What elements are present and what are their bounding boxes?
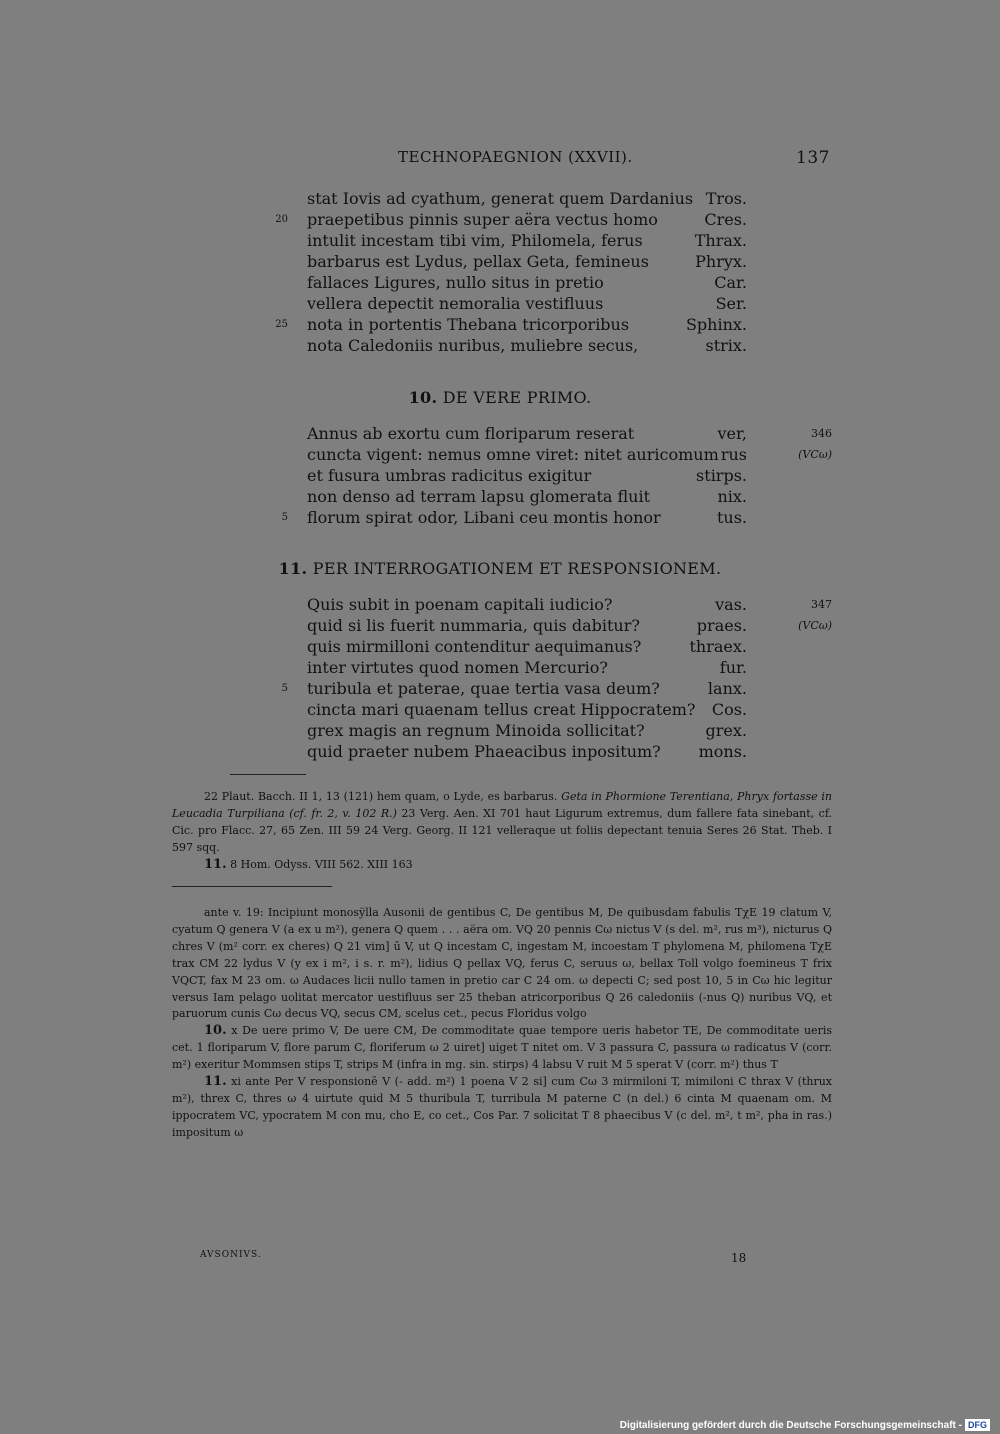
verse-line [260, 486, 840, 507]
monosyllable-word: nix. [717, 487, 747, 506]
line-number: 20 [275, 214, 288, 225]
testimonia-section-number: 11. [204, 856, 227, 872]
running-head [170, 148, 830, 170]
digitization-footer [620, 1418, 990, 1432]
verse-text: cuncta vigent: nemus omne viret: nitet auricomum [307, 445, 719, 464]
verse-text: Annus ab exortu cum floriparum reserat [307, 424, 635, 443]
monosyllable-word: Thrax. [694, 231, 747, 250]
verse-text: Quis subit in poenam capitali iudicio? [307, 595, 613, 614]
verse-line [260, 465, 840, 486]
verse-text: intulit incestam tibi vim, Philomela, ferus [307, 231, 643, 250]
verse-line [260, 293, 840, 314]
line-number: 25 [275, 319, 288, 330]
testimonium-11-8: 8 Hom. Odyss. VIII 562. XIII 163 [230, 857, 413, 871]
apparatus-technopaegnion: ante v. 19: Incipiunt monosÿlla Ausonii de gentibus C, De gentibus M, De quibusdam fabulis TχE 19 clatum V, cyatum Q genera V (a ex u m²), genera Q quem . . . aëra om. VQ 20 pennis Cω nictus V (s del. m², rus m³), nicturus Q chres V (m² corr. ex cheres) Q 21 vim] ū V, ut Q incestam C, ingestam M, incoestam T phylomena M, philomena TχE trax CM 22 lydus V (y ex i m², i s. r. m²), lidius Q pellax VQ, ferus C, seruus ω, bellax Toll volgo foemineus T frix VQCT, fax M 23 om. ω Audaces licii nullo tamen in pretio car C 24 om. ω depecti C; sed post 10, 5 in Cω hic legitur versus Iam pelago uolitat mercator uestifluus ser 25 theban atricorporibus Q 26 caledoniis (-nus Q) nuribus VQ, et paruorum cunis Cω decus VQ, secus CM, scelus cet., pecus Floridus volgo [172, 906, 832, 1021]
verse-block-per-interrogationem [260, 594, 840, 762]
separator-rule [172, 886, 332, 887]
testimonium-23: 23 Verg. Aen. XI 701 haut Ligurum extremus, dum fallere fata sinebant, cf. Cic. pro Flacc. 27, 65 Zen. III 59 [172, 806, 832, 837]
monosyllable-word: tus. [716, 508, 747, 527]
verse-line [260, 314, 840, 335]
section-heading-10 [170, 388, 830, 407]
section-title: DE VERE PRIMO. [442, 388, 592, 407]
verse-line [260, 423, 840, 444]
dfg-logo: DFG [965, 1419, 990, 1431]
verse-text: et fusura umbras radicitus exigitur [307, 466, 592, 485]
verse-line [260, 251, 840, 272]
verse-line [260, 720, 840, 741]
monosyllable-word: mons. [698, 742, 747, 761]
verse-text: fallaces Ligures, nullo situs in pretio [307, 273, 604, 292]
monosyllable-word: Ser. [715, 294, 747, 313]
monosyllable-word: strix. [705, 336, 747, 355]
critical-apparatus [172, 905, 832, 1142]
running-head-title: TECHNOPAEGNION (XXVII). [398, 148, 633, 166]
monosyllable-word: ver, [717, 424, 747, 443]
verse-text: cincta mari quaenam tellus creat Hippocratem? [307, 700, 696, 719]
verse-line [260, 335, 840, 356]
sheet-number: 18 [731, 1251, 747, 1265]
apparatus-de-vere: x De uere primo V, De uere CM, De commoditate quae tempore ueris habetor TE, De commoditate ueris cet. 1 floriparum V, flore parum C, floriferum ω 2 uiret] uiget T nitet om. V 3 passura C, passura ω radicatus V (corr. m²) exeritur Mommsen stips T, strips M (infra in mg. sin. stirps) 4 labsu V ruit M 5 sperat V (corr. m²) thus T [172, 1024, 832, 1072]
monosyllable-word: grex. [705, 721, 747, 740]
verse-line [260, 507, 840, 528]
monosyllable-word: Cres. [704, 210, 747, 229]
verse-text: nota Caledoniis nuribus, muliebre secus, [307, 336, 639, 355]
verse-line [260, 678, 840, 699]
verse-block-de-vere-primo [260, 423, 840, 528]
verse-line [260, 657, 840, 678]
verse-text: barbarus est Lydus, pellax Geta, femineus [307, 252, 649, 271]
margin-reference: (VCω) [798, 448, 832, 461]
monosyllable-word: rus [720, 445, 747, 464]
section-number: 11. [278, 559, 308, 578]
verse-text: quis mirmilloni contenditur aequimanus? [307, 637, 642, 656]
verse-text: florum spirat odor, Libani ceu montis honor [307, 508, 661, 527]
monosyllable-word: thraex. [689, 637, 747, 656]
monosyllable-word: lanx. [707, 679, 747, 698]
verse-text: turibula et paterae, quae tertia vasa deum? [307, 679, 660, 698]
verse-line [260, 615, 840, 636]
monosyllable-word: stirps. [696, 466, 747, 485]
monosyllable-word: Tros. [705, 189, 747, 208]
verse-line [260, 230, 840, 251]
margin-reference: 347 [811, 598, 832, 611]
monosyllable-word: fur. [719, 658, 747, 677]
verse-text: quid praeter nubem Phaeacibus inpositum? [307, 742, 661, 761]
section-title: PER INTERROGATIONEM ET RESPONSIONEM. [312, 559, 722, 578]
verse-line [260, 699, 840, 720]
verse-line [260, 188, 840, 209]
line-number: 5 [281, 512, 288, 523]
margin-reference: 346 [811, 427, 832, 440]
margin-reference: (VCω) [798, 619, 832, 632]
verse-text: vellera depectit nemoralia vestifluus [307, 294, 604, 313]
monosyllable-word: Phryx. [695, 252, 747, 271]
testimonium-24: 24 Verg. Georg. II 121 velleraque ut foliis depectant tenuia Seres [364, 823, 739, 837]
monosyllable-word: Cos. [711, 700, 747, 719]
verse-text: inter virtutes quod nomen Mercurio? [307, 658, 609, 677]
monosyllable-word: vas. [715, 595, 747, 614]
section-heading-11 [170, 559, 830, 578]
monosyllable-word: praes. [696, 616, 747, 635]
apparatus-section-number: 11. [204, 1074, 227, 1090]
verse-line [260, 636, 840, 657]
separator-rule [230, 774, 306, 775]
testimonia-notes [172, 789, 832, 874]
verse-line [260, 444, 840, 465]
footer-text: Digitalisierung gefördert durch die Deutsche Forschungsgemeinschaft - [619, 1419, 962, 1431]
testimonium-26: 26 Stat. Theb. I 597 sqq. [172, 823, 833, 854]
testimonium-22: 22 Plaut. Bacch. II 1, 13 (121) hem quam, o Lyde, es barbarus. [204, 790, 558, 803]
apparatus-section-number: 10. [204, 1023, 227, 1039]
testimonium-22-comment: Geta in Phormione Terentiana, Phryx fortasse in Leucadia Turpiliana (cf. fr. 2, v. 102 R.) [172, 790, 832, 820]
apparatus-per-interrogationem: xi ante Per V responsionē V (- add. m²) 1 poena V 2 si] cum Cω 3 mirmiloni T, mimiloni C thrax V (thrux m²), threx C, thres ω 4 uirtute quid M 5 thuribula T, turribula M paterne C (n del.) 6 cinta M quaenam om. M ippocratem VC, ypocratem M con mu, cho E, co cet., Cos Par. 7 solicitat T 8 phaecibus V (c del. m², t m², pha in ras.) impositum ω [172, 1075, 833, 1139]
verse-text: quid si lis fuerit nummaria, quis dabitur? [307, 616, 640, 635]
verse-text: grex magis an regnum Minoida sollicitat? [307, 721, 645, 740]
monosyllable-word: Sphinx. [685, 315, 747, 334]
verse-line [260, 594, 840, 615]
verse-text: nota in portentis Thebana tricorporibus [307, 315, 630, 334]
verse-line [260, 209, 840, 230]
verse-block-technopaegnion [260, 188, 840, 356]
printer-signature: AVSONIVS. [200, 1250, 262, 1260]
monosyllable-word: Car. [714, 273, 747, 292]
verse-text: stat Iovis ad cyathum, generat quem Dardanius [307, 189, 694, 208]
verse-line [260, 272, 840, 293]
verse-text: praepetibus pinnis super aëra vectus homo [307, 210, 658, 229]
verse-text: non denso ad terram lapsu glomerata fluit [307, 487, 651, 506]
section-number: 10. [408, 388, 438, 407]
line-number: 5 [281, 683, 288, 694]
page-number: 137 [796, 148, 830, 168]
verse-line [260, 741, 840, 762]
